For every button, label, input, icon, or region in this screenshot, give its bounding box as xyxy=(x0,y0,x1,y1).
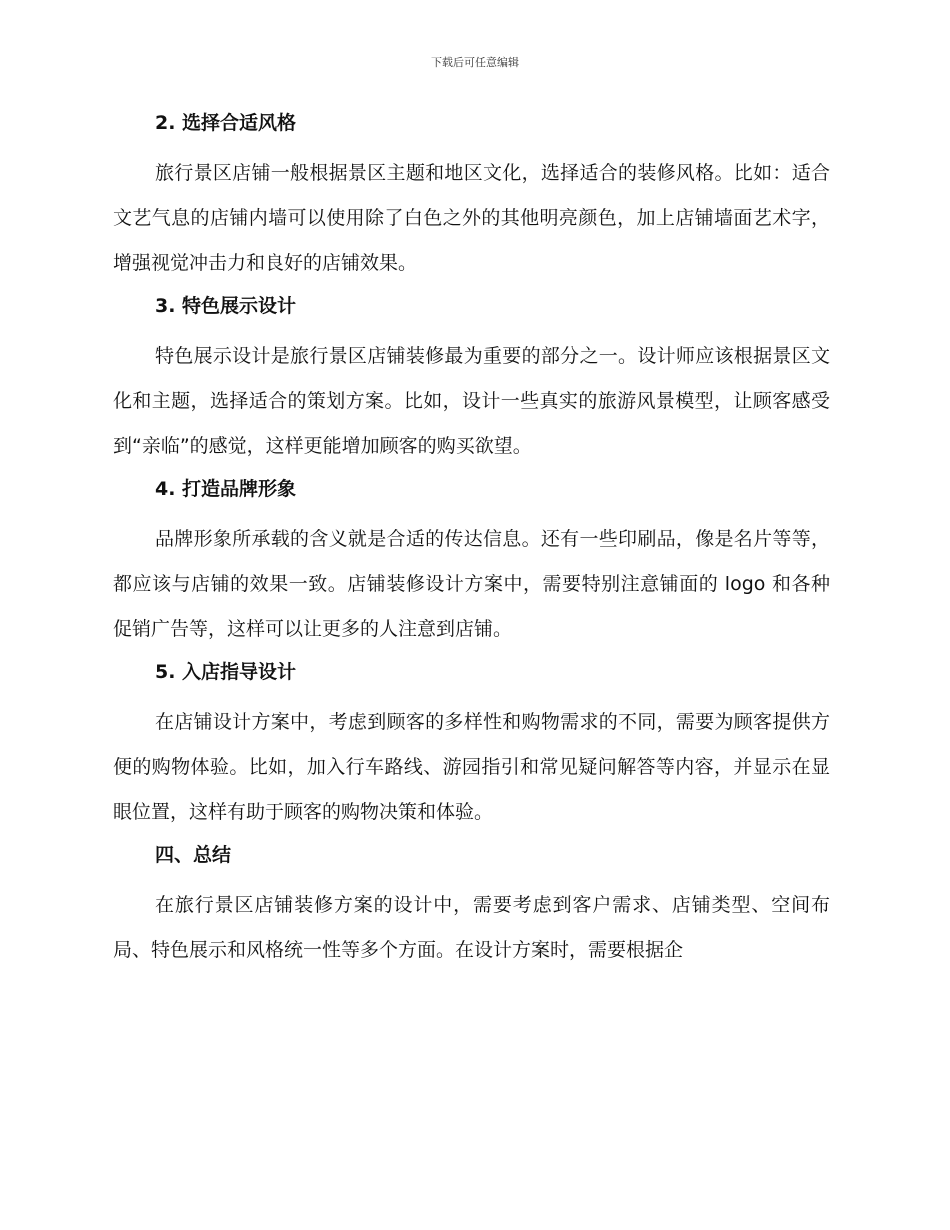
section-paragraph: 在店铺设计方案中，考虑到顾客的多样性和购物需求的不同，需要为顾客提供方便的购物体验。比如，加入行车路线、游园指引和常见疑问解答等内容，并显示在显眼位置，这样有助于顾客的购物决策和体验。 xyxy=(113,711,830,823)
page-header: 下载后可任意编辑 xyxy=(431,56,519,69)
section-entry-guide xyxy=(113,657,830,835)
section-heading: 3. 特色展示设计 xyxy=(155,295,297,317)
section-heading: 4. 打造品牌形象 xyxy=(155,478,297,500)
section-paragraph: 在旅行景区店铺装修方案的设计中，需要考虑到客户需求、店铺类型、空间布局、特色展示和风格统一性等多个方面。在设计方案时，需要根据企 xyxy=(113,894,830,961)
section-brand-image xyxy=(113,474,830,652)
section-heading: 四、总结 xyxy=(155,844,232,866)
section-heading: 5. 入店指导设计 xyxy=(155,661,297,683)
section-paragraph: 特色展示设计是旅行景区店铺装修最为重要的部分之一。设计师应该根据景区文化和主题，选择适合的策划方案。比如，设计一些真实的旅游风景模型，让顾客感受到“亲临”的感觉，这样更能增加顾客的购买欲望。 xyxy=(113,345,830,457)
section-paragraph: 品牌形象所承载的含义就是合适的传达信息。还有一些印刷品，像是名片等等，都应该与店铺的效果一致。店铺装修设计方案中，需要特别注意铺面的 logo 和各种促销广告等，这样可以让更多的人注意到店铺。 xyxy=(113,528,830,640)
section-choose-style xyxy=(113,108,830,286)
document-body xyxy=(113,108,830,978)
section-summary xyxy=(113,840,830,973)
section-heading: 2. 选择合适风格 xyxy=(155,112,297,134)
section-feature-display xyxy=(113,291,830,469)
section-paragraph: 旅行景区店铺一般根据景区主题和地区文化，选择适合的装修风格。比如：适合文艺气息的店铺内墙可以使用除了白色之外的其他明亮颜色，加上店铺墙面艺术字，增强视觉冲击力和良好的店铺效果。 xyxy=(113,162,830,274)
